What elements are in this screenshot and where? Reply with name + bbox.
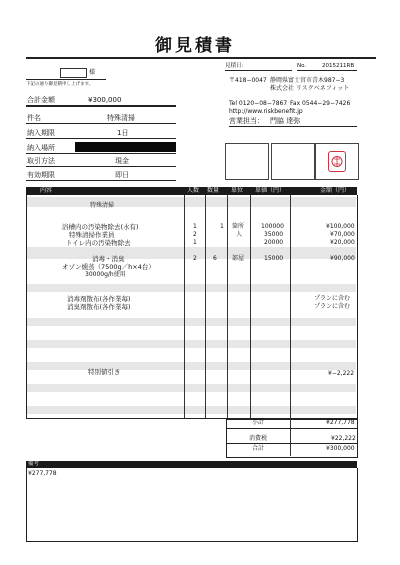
rep-underline xyxy=(229,126,357,127)
row-item-special-cleaning: 特殊清掃 xyxy=(90,202,115,209)
cell-unit-worker: 人 xyxy=(236,231,243,238)
client-name-box xyxy=(60,68,87,78)
subject-label: 件名 xyxy=(27,114,41,122)
cell-qty-disinfect: 6 xyxy=(213,255,217,262)
col-divider-1 xyxy=(184,195,185,418)
cell-unit-bathtub: 箇所 xyxy=(232,223,245,230)
terms-value: 現金 xyxy=(115,157,129,165)
validity-value: 即日 xyxy=(115,171,129,179)
row-stripe-8 xyxy=(27,406,356,414)
validity-underline xyxy=(26,180,176,181)
row-item-discount: 特別値引き xyxy=(88,368,121,376)
subtotal-label: 小計 xyxy=(252,419,265,426)
col-divider-2 xyxy=(205,195,206,418)
cell-amount-deodorant-spray: プランに含む xyxy=(314,303,351,310)
company-tel: Tel 0120−08−7867 xyxy=(229,100,288,107)
delivery-underline xyxy=(26,138,176,139)
col-header-amount: 金額（円） xyxy=(320,187,351,194)
seal-box-1 xyxy=(225,143,269,180)
col-divider-5 xyxy=(290,195,291,418)
col-divider-3 xyxy=(227,195,228,418)
company-fax: Fax 0544−29−7426 xyxy=(290,100,351,107)
company-seal-stamp xyxy=(328,151,346,172)
cell-amount-bathtub: ¥100,000 xyxy=(326,223,355,230)
cell-amount-worker: ¥70,000 xyxy=(330,231,355,238)
place-redacted xyxy=(75,142,176,152)
number-label: No. xyxy=(297,63,307,69)
delivery-label: 納入期限 xyxy=(27,129,55,137)
total-amount-label: 合計金額 xyxy=(27,96,55,104)
subtotal-rule xyxy=(226,428,357,429)
total-amount-value: ¥300,000 xyxy=(88,96,122,104)
company-url: http://www.riskbenefit.jp xyxy=(229,108,303,115)
row-stripe-7 xyxy=(27,384,356,392)
tax-value: ¥22,222 xyxy=(331,435,356,442)
cell-qty-bathtub: 1 xyxy=(220,223,224,230)
grand-total-value: ¥300,000 xyxy=(326,445,355,452)
cell-persons-toilet: 1 xyxy=(193,239,197,246)
tax-rule xyxy=(226,443,357,444)
row-stripe-3 xyxy=(27,284,356,292)
row-item-deodorant-spray: 消臭剤散布(各作業毎) xyxy=(67,303,131,311)
row-stripe-5 xyxy=(27,340,356,348)
cell-amount-disinfectant-spray: プランに含む xyxy=(314,295,351,302)
client-honorific: 様 xyxy=(89,69,96,76)
col-divider-4 xyxy=(250,195,251,418)
cell-price-disinfect: 15000 xyxy=(264,255,284,262)
row-stripe-2 xyxy=(27,247,356,259)
subtotal-value: ¥277,778 xyxy=(326,419,355,426)
col-header-unit-price: 単価（円） xyxy=(255,187,286,194)
row-item-ozone-usage: 30000g/h使用 xyxy=(85,271,126,278)
row-stripe-4 xyxy=(27,318,356,326)
totals-divider xyxy=(290,418,291,456)
terms-label: 取引方法 xyxy=(27,157,55,165)
cell-price-worker: 35000 xyxy=(264,231,284,238)
company-postal: 〒418−0047 xyxy=(229,77,267,84)
sales-rep-name: 門脇 達弥 xyxy=(270,117,301,125)
cell-persons-disinfect: 2 xyxy=(193,255,197,262)
remarks-value: ¥277,778 xyxy=(28,470,57,477)
remarks-box xyxy=(26,468,358,542)
title-rule xyxy=(26,57,376,59)
number-underline xyxy=(297,70,357,71)
document-title: 御見積書 xyxy=(155,36,235,56)
row-item-disinfect: 消毒・消臭 xyxy=(92,255,125,263)
grand-total-label: 合計 xyxy=(252,445,265,452)
quote-date-label: 見積日： xyxy=(225,63,248,69)
row-item-worker: 特殊清掃作業員 xyxy=(69,231,115,239)
col-header-persons: 人数 xyxy=(187,187,200,194)
row-item-toilet: トイレ内の汚染物除去 xyxy=(66,239,131,247)
row-stripe-1 xyxy=(27,197,356,207)
date-underline xyxy=(225,70,292,71)
subject-underline xyxy=(26,123,176,124)
col-header-content: 内容 xyxy=(40,187,53,194)
place-label: 納入場所 xyxy=(27,144,55,152)
col-header-unit: 単位 xyxy=(231,187,244,194)
cell-persons-bathtub: 1 xyxy=(193,223,197,230)
seal-box-2 xyxy=(271,143,315,180)
terms-underline xyxy=(26,166,176,167)
seal-mark-icon xyxy=(329,152,345,171)
tax-label: 消費税 xyxy=(249,435,268,442)
cell-amount-toilet: ¥20,000 xyxy=(330,239,355,246)
company-address: 静岡県富士宮市青木987−3 xyxy=(270,77,345,84)
company-name: 株式会社 リスクベネフィット xyxy=(270,85,350,92)
delivery-value: 1日 xyxy=(117,129,129,137)
seal-box-3 xyxy=(315,143,359,180)
row-item-disinfectant-spray: 消毒剤散布(各作業毎) xyxy=(67,295,131,303)
cell-price-bathtub: 100000 xyxy=(261,223,284,230)
cell-amount-discount: ¥−2,222 xyxy=(328,370,355,377)
cell-persons-worker: 2 xyxy=(193,231,197,238)
remarks-header xyxy=(26,461,357,468)
remarks-label: 備考 xyxy=(28,461,40,467)
col-header-qty: 数量 xyxy=(207,187,220,194)
number-value: 2015211RB xyxy=(322,63,355,69)
row-item-ozone: オゾン燻蒸（7500g／h×4台） xyxy=(62,263,155,271)
sales-rep-label: 営業担当： xyxy=(229,117,264,125)
row-stripe-6 xyxy=(27,362,356,370)
total-underline xyxy=(26,105,176,107)
cell-amount-disinfect: ¥90,000 xyxy=(330,255,355,262)
validity-label: 有効期限 xyxy=(27,171,55,179)
cell-unit-disinfect: 部屋 xyxy=(232,255,245,262)
client-underline xyxy=(26,79,106,80)
subject-value: 特殊清掃 xyxy=(107,114,135,122)
client-note: 下記の通り御見積申し上げます。 xyxy=(26,82,94,87)
place-underline xyxy=(26,153,176,154)
row-item-bathtub: 浴槽内の汚染物除去(水有) xyxy=(62,223,139,231)
cell-price-toilet: 20000 xyxy=(264,239,284,246)
table-header xyxy=(26,187,357,195)
